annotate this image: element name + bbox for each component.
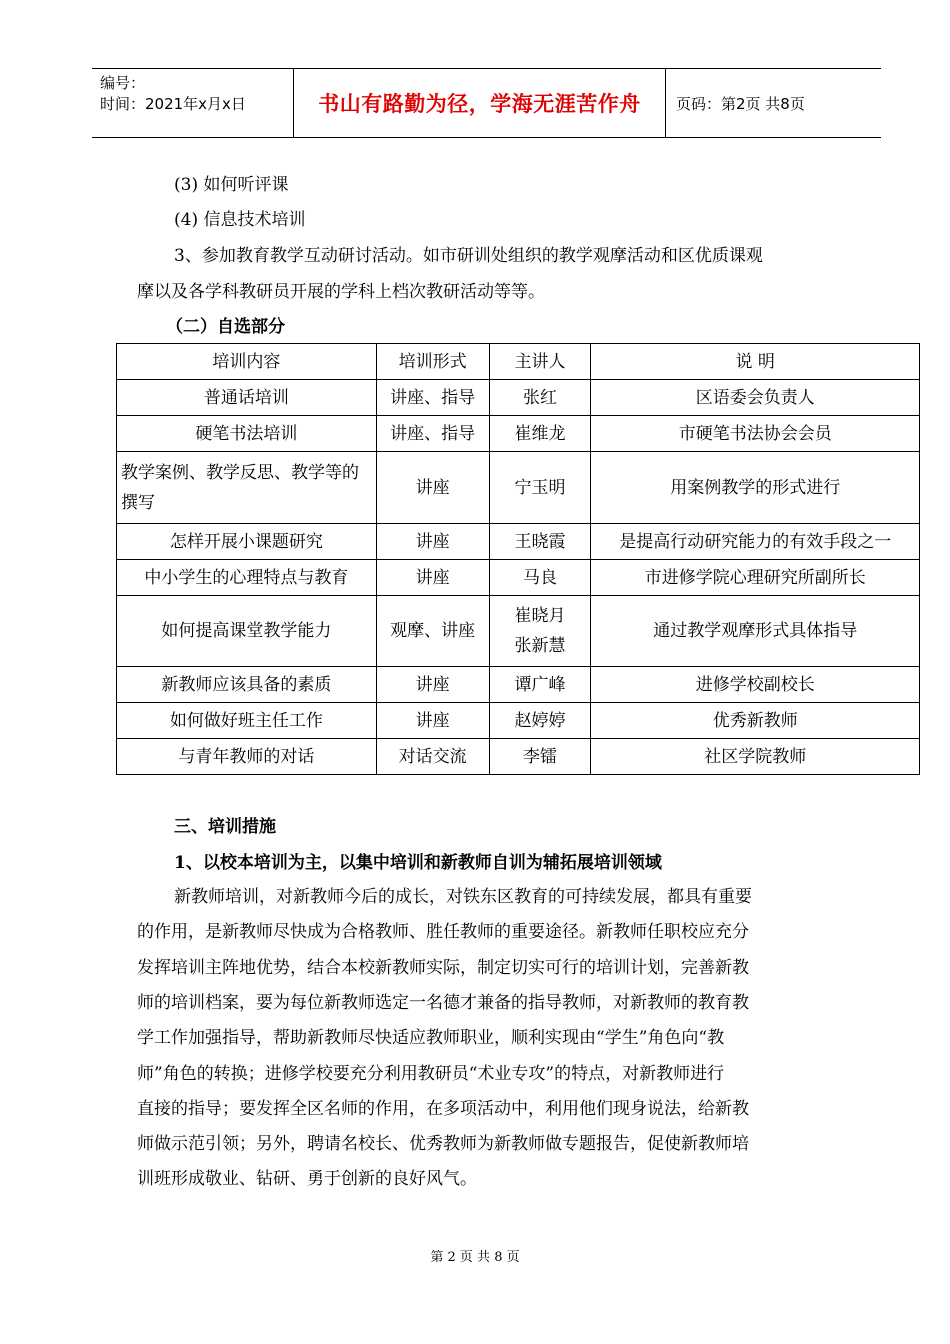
point-3-line-2: 摩以及各学科教研员开展的学科上档次教研活动等等。: [137, 282, 545, 302]
table-row: [117, 380, 920, 416]
speaker-name: 崔晓月: [514, 606, 566, 626]
cell-speaker: [489, 596, 591, 667]
paragraph-line: 学工作加强指导，帮助新教师尽快适应教师职业，顺利实现由“学生”角色向“教: [137, 1028, 725, 1048]
table-row: [117, 596, 920, 667]
page-footer: 第 2 页 共 8 页: [430, 1250, 520, 1265]
section-3-title: 三、培训措施: [174, 817, 276, 837]
cell-note: 通过教学观摩形式具体指导: [591, 596, 920, 667]
cell-note: 是提高行动研究能力的有效手段之一: [591, 524, 920, 560]
cell-note: 区语委会负责人: [591, 380, 920, 416]
cell-speaker: 宁玉明: [489, 452, 591, 524]
paragraph-line: 的作用，是新教师尽快成为合格教师、胜任教师的重要途径。新教师任职校应充分: [137, 922, 749, 942]
paragraph-line: 发挥培训主阵地优势，结合本校新教师实际，制定切实可行的培训计划，完善新教: [137, 958, 749, 978]
cell-form: 讲座: [376, 452, 489, 524]
table-header-row: [117, 344, 920, 380]
cell-form: 讲座: [376, 667, 489, 703]
time-label: 时间：2021年x月x日: [100, 95, 246, 113]
cell-note: 用案例教学的形式进行: [591, 452, 920, 524]
cell-form: 观摩、讲座: [376, 596, 489, 667]
cell-speaker: 王晓霞: [489, 524, 591, 560]
cell-note: 市硬笔书法协会会员: [591, 416, 920, 452]
cell-content: 中小学生的心理特点与教育: [117, 560, 377, 596]
header-cell: 培训内容: [117, 344, 377, 380]
header-cell: 培训形式: [376, 344, 489, 380]
paragraph-line: 师的培训档案，要为每位新教师选定一名德才兼备的指导教师，对新教师的教育教: [137, 993, 749, 1013]
cell-form: 对话交流: [376, 739, 489, 775]
code-label: 编号：: [100, 74, 146, 92]
paragraph-line: 新教师培训，对新教师今后的成长，对铁东区教育的可持续发展，都具有重要: [174, 887, 752, 907]
table-row: [117, 560, 920, 596]
cell-speaker: 赵婷婷: [489, 703, 591, 739]
point-3-line-1: 3、参加教育教学互动研讨活动。如市研训处组织的教学观摩活动和区优质课观: [174, 246, 763, 266]
cell-note: 优秀新教师: [591, 703, 920, 739]
cell-form: 讲座: [376, 560, 489, 596]
cell-content: 教学案例、教学反思、教学等的撰写: [117, 452, 377, 524]
cell-speaker: 李镭: [489, 739, 591, 775]
item-3: (3) 如何听评课: [174, 175, 289, 195]
header-meta: [92, 69, 293, 137]
item-4: (4) 信息技术培训: [174, 210, 306, 230]
table-row: [117, 524, 920, 560]
header-page-label: 页码：第2页 共8页: [676, 94, 805, 113]
paragraph-line: 师做示范引领；另外，聘请名校长、优秀教师为新教师做专题报告，促使新教师培: [137, 1134, 749, 1154]
cell-form: 讲座: [376, 703, 489, 739]
cell-speaker: 崔维龙: [489, 416, 591, 452]
cell-content: 硬笔书法培训: [117, 416, 377, 452]
cell-form: 讲座: [376, 524, 489, 560]
cell-note: 社区学院教师: [591, 739, 920, 775]
section-elective-title: （二）自选部分: [166, 317, 285, 337]
cell-speaker: 马良: [489, 560, 591, 596]
table-row: [117, 416, 920, 452]
cell-form: 讲座、指导: [376, 416, 489, 452]
table-row: [117, 703, 920, 739]
cell-content: 怎样开展小课题研究: [117, 524, 377, 560]
cell-form: 讲座、指导: [376, 380, 489, 416]
header-cell: 说 明: [591, 344, 920, 380]
paragraph-line: 训班形成敬业、钻研、勇于创新的良好风气。: [137, 1169, 477, 1189]
cell-speaker: 张红: [489, 380, 591, 416]
cell-content: 如何做好班主任工作: [117, 703, 377, 739]
cell-content: 如何提高课堂教学能力: [117, 596, 377, 667]
page-header: [92, 68, 881, 138]
table-row: [117, 667, 920, 703]
table-row: [117, 452, 920, 524]
header-cell: 主讲人: [489, 344, 591, 380]
paragraph-line: 直接的指导；要发挥全区名师的作用，在多项活动中，利用他们现身说法，给新教: [137, 1099, 749, 1119]
table-row: [117, 739, 920, 775]
section-3-sub-1: 1、以校本培训为主，以集中培训和新教师自训为辅拓展培训领域: [174, 853, 662, 873]
speaker-name: 张新慧: [514, 636, 566, 656]
paragraph-line: 师”角色的转换；进修学校要充分利用教研员“术业专攻”的特点，对新教师进行: [137, 1064, 725, 1084]
cell-note: 进修学校副校长: [591, 667, 920, 703]
cell-speaker: 谭广峰: [489, 667, 591, 703]
cell-content: 与青年教师的对话: [117, 739, 377, 775]
cell-note: 市进修学院心理研究所副所长: [591, 560, 920, 596]
training-table: [116, 343, 920, 775]
cell-content: 新教师应该具备的素质: [117, 667, 377, 703]
header-motto: 书山有路勤为径，学海无涯苦作舟: [293, 69, 666, 137]
cell-content: 普通话培训: [117, 380, 377, 416]
